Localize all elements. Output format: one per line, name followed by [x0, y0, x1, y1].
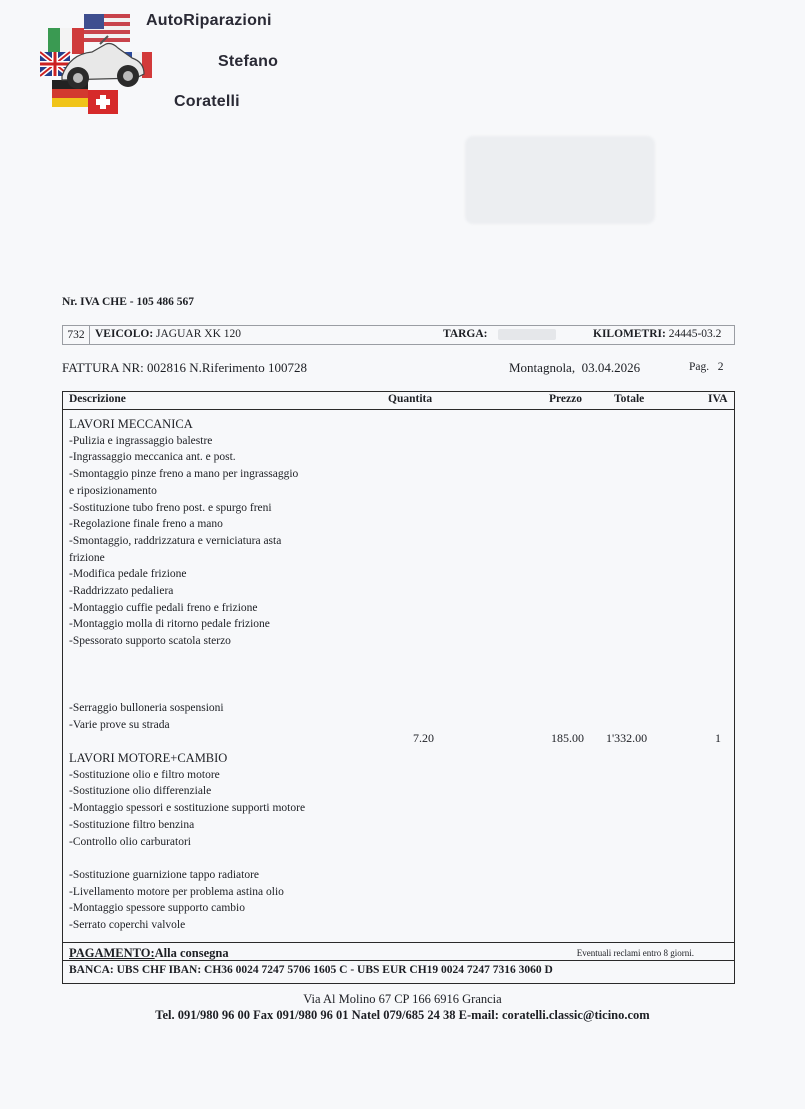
- company-name-line2: Stefano: [218, 53, 279, 70]
- vat-number: Nr. IVA CHE - 105 486 567: [62, 296, 194, 308]
- description-line: -Sostituzione olio e filtro motore: [69, 768, 220, 781]
- description-line: [69, 667, 305, 684]
- description-line: LAVORI MECCANICA: [69, 417, 193, 431]
- place: Montagnola,: [509, 360, 576, 375]
- description-line: -Pulizia e ingrassaggio balestre: [69, 434, 213, 447]
- car-flags-logo-icon: [40, 14, 152, 114]
- km-group: [593, 328, 721, 340]
- description-line: -Montaggio molla di ritorno pedale frizione: [69, 618, 270, 631]
- description-line: -Sostituzione filtro benzina: [69, 818, 195, 831]
- company-name-line1: AutoRiparazioni: [146, 12, 272, 29]
- targa-label: TARGA:: [443, 328, 488, 340]
- page-label: Pag.: [689, 361, 710, 373]
- row-quantita: 7.20: [413, 731, 434, 745]
- header-totale: Totale: [614, 393, 645, 405]
- description-line: -Varie prove su strada: [69, 718, 170, 731]
- description-line: [69, 683, 305, 700]
- page-number: 2: [717, 361, 724, 373]
- description-line: -Montaggio cuffie pedali freno e frizione: [69, 601, 258, 614]
- claims-note: Eventuali reclami entro 8 giorni.: [576, 948, 694, 958]
- description-line: [69, 850, 305, 867]
- vehicle-number: 732: [63, 326, 90, 344]
- description-line: -Spessorato supporto scatola sterzo: [69, 635, 231, 648]
- description-line: -Controllo olio carburatori: [69, 835, 191, 848]
- description-line: [69, 733, 305, 750]
- description-line: -Sostituzione olio differenziale: [69, 785, 212, 798]
- payment-divider: [63, 960, 734, 961]
- page-indicator: [689, 361, 724, 373]
- company-logo: [40, 12, 290, 117]
- payment-value: Alla consegna: [154, 946, 229, 960]
- invoice-date-line: [509, 360, 640, 376]
- description-line: -Smontaggio, raddrizzatura e verniciatura asta: [69, 534, 282, 547]
- description-line: frizione: [69, 551, 105, 564]
- description-lines: [69, 416, 305, 934]
- company-name-line3: Coratelli: [174, 93, 240, 110]
- riferimento-number: 100728: [267, 360, 307, 375]
- payment-label: PAGAMENTO:: [69, 946, 155, 960]
- description-line: -Raddrizzato pedaliera: [69, 585, 174, 598]
- invoice-date: 03.04.2026: [581, 360, 641, 375]
- km-label: KILOMETRI:: [593, 328, 666, 340]
- description-line: LAVORI MOTORE+CAMBIO: [69, 751, 228, 766]
- fattura-label: FATTURA NR:: [62, 360, 144, 375]
- header-prezzo: Prezzo: [549, 393, 582, 405]
- description-line: -Smontaggio pinze freno a mano per ingrassaggio: [69, 468, 299, 481]
- invoice-number-line: [62, 360, 307, 376]
- description-line: -Modifica pedale frizione: [69, 568, 187, 581]
- table-header: [63, 392, 734, 410]
- description-line: -Livellamento motore per problema astina olio: [69, 885, 284, 898]
- header-descrizione: Descrizione: [69, 393, 126, 405]
- description-line: -Sostituzione guarnizione tappo radiatore: [69, 868, 260, 881]
- row-iva: 1: [715, 731, 721, 745]
- targa-value-redacted: [498, 329, 556, 340]
- riferimento-label: N.Riferimento: [189, 360, 265, 375]
- header-quantita: Quantita: [388, 393, 433, 405]
- km-value: 24445-03.2: [668, 328, 722, 340]
- description-line: -Ingrassaggio meccanica ant. e post.: [69, 451, 236, 464]
- description-line: -Montaggio spessore supporto cambio: [69, 902, 245, 915]
- recipient-address-redacted: [465, 136, 655, 224]
- company-contacts: Tel. 091/980 96 00 Fax 091/980 96 01 Natel 079/685 24 38 E-mail: coratelli.classic@ticino.com: [155, 1008, 650, 1022]
- invoice-table: [62, 391, 735, 943]
- vehicle-label-group: [95, 328, 241, 340]
- targa-group: [443, 328, 556, 340]
- row-prezzo: 185.00: [551, 731, 584, 745]
- description-line: -Montaggio spessori e sostituzione supporti motore: [69, 802, 306, 815]
- description-line: -Sostituzione tubo freno post. e spurgo freni: [69, 501, 272, 514]
- header-iva: IVA: [708, 393, 728, 405]
- description-line: -Serraggio bulloneria sospensioni: [69, 701, 224, 714]
- veicolo-label: VEICOLO:: [95, 328, 154, 340]
- description-line: -Serrato coperchi valvole: [69, 919, 186, 932]
- fattura-number: 002816: [147, 360, 186, 375]
- description-line: [69, 650, 305, 667]
- description-line: -Regolazione finale freno a mano: [69, 518, 223, 531]
- payment-box: [62, 942, 735, 984]
- description-line: e riposizionamento: [69, 484, 157, 497]
- veicolo-value: JAGUAR XK 120: [156, 328, 242, 340]
- bank-details: BANCA: UBS CHF IBAN: CH36 0024 7247 5706 1605 C - UBS EUR CH19 0024 7247 7316 3060 D: [69, 964, 553, 976]
- company-address: Via Al Molino 67 CP 166 6916 Grancia: [303, 992, 502, 1006]
- payment-line: [69, 946, 229, 961]
- row-totale: 1'332.00: [606, 731, 648, 745]
- vehicle-info-bar: [62, 325, 735, 345]
